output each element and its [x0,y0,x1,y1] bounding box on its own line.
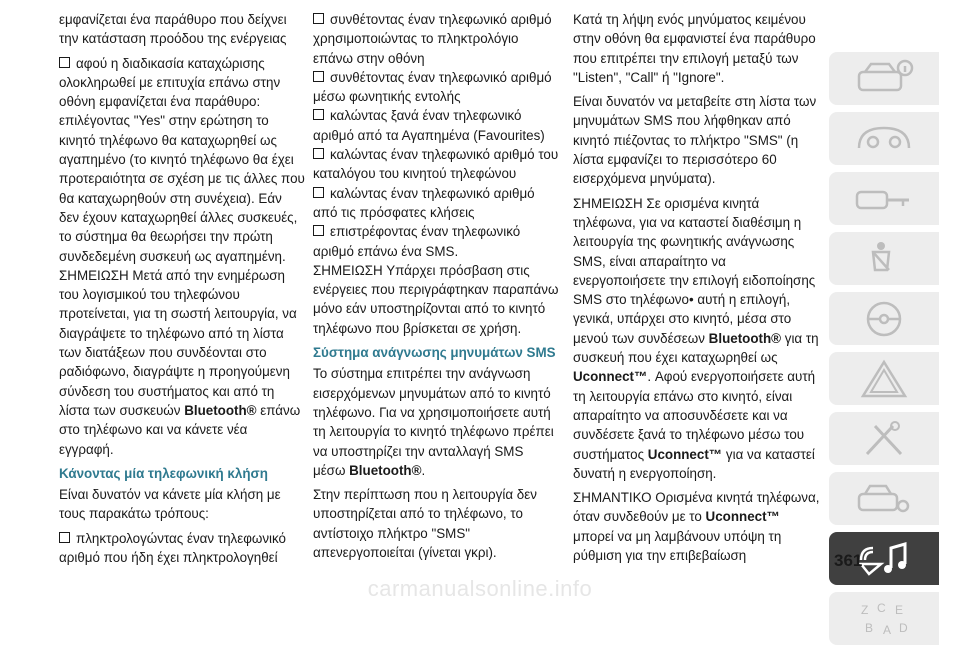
list-item: συνθέτοντας έναν τηλεφωνικό αριθμό μέσω φωνητικής εντολής [313,69,552,105]
steering-wheel-icon [851,298,917,340]
checkbox-bullet-icon [313,71,324,82]
tab-emergency[interactable] [829,352,939,405]
page-number: 361 [834,551,863,570]
watermark-footer: carmanualsonline.info [367,576,593,601]
tab-maintenance[interactable] [829,412,939,465]
paragraph: Στην περίπτωση που η λειτουργία δεν υποστηρίζεται από το τηλέφωνο, το αντίστοιχο πλήκτρο "SMS" απενεργοποιείται (γίνεται γκρι). [313,487,537,561]
paragraph: Κατά τη λήψη ενός μηνύματος κειμένου στην οθόνη θα εμφανιστεί ένα παράθυρο που επιτρέπει την επιλογή μεταξύ των "Listen", "Call" ή "Ignore". [573,12,816,85]
svg-text:E: E [895,602,904,617]
tab-car-info[interactable] [829,52,939,105]
text-column-1 [59,10,305,567]
paragraph: εμφανίζεται ένα παράθυρο που δείχνει την κατάσταση προόδου της ενέργειας [59,12,287,47]
tools-icon [851,418,917,460]
list-item: συνθέτοντας έναν τηλεφωνικό αριθμό χρησιμοποιώντας το πληκτρολόγιο επάνω στην οθόνη [313,12,552,66]
list-item: πληκτρολογώντας έναν τηλεφωνικό αριθμό που ήδη έχει πληκτρολογηθεί [59,530,286,566]
tab-safety[interactable] [829,232,939,285]
checkbox-bullet-icon [313,187,324,198]
svg-text:D: D [899,620,908,635]
text-column-2 [313,10,559,567]
paragraph: ΣΗΜΕΙΩΣΗ Υπάρχει πρόσβαση στις ενέργειες που περιγράφτηκαν παραπάνω μόνο εάν υποστηρίζονται από το κινητό τηλέφωνο που βρίσκεται σε χρήση. [313,262,559,336]
tab-keys[interactable] [829,172,939,225]
paragraph: Είναι δυνατόν να μεταβείτε στη λίστα των μηνυμάτων SMS που λήφθηκαν από κινητό πιέζοντας το πλήκτρο "SMS" (η λίστα εμφανίζει το περισσότερο 60 εισερχόμενα μηνύματα). [573,94,817,187]
tab-dashboard[interactable] [829,112,939,165]
tab-driving[interactable] [829,292,939,345]
seatbelt-safety-icon [851,238,917,280]
svg-text:Z: Z [861,602,869,617]
checkbox-bullet-icon [59,532,70,543]
dashboard-icon [851,118,917,160]
text-column-3 [573,10,821,570]
svg-text:C: C [877,600,886,615]
checkbox-bullet-icon [313,225,324,236]
paragraph: ΣΗΜΑΝΤΙΚΟ Ορισμένα κινητά τηλέφωνα, όταν συνδεθούν με το Uconnect™ μπορεί να μη λαμβάνουν υπόψη τη ρύθμιση για την επιβεβαίωση [573,490,820,564]
list-item: καλώντας έναν τηλεφωνικό αριθμό από τις πρόσφατες κλήσεις [313,185,535,220]
checkbox-bullet-icon [313,148,324,159]
checkbox-bullet-icon [313,109,324,120]
paragraph: ΣΗΜΕΙΩΣΗ Μετά από την ενημέρωση του λογισμικού του τηλεφώνου προτείνεται, για τη σωστή λειτουργία, να διαγράψετε το τηλέφωνο από τη λίστα των διατάξεων που συνδέονται στο ραδιόφωνο, διαγράψτε η προηγούμενη σύνδεση του συστήματος και από τη λίστα των συσκευών Bluetooth® επάνω στο τηλέφωνο και να κάνετε νέα εγγραφή. [59,267,301,457]
warning-triangle-icon [851,358,917,400]
car-info-icon [851,58,917,100]
svg-text:A: A [883,622,892,637]
checkbox-bullet-icon [313,13,324,24]
paragraph: ΣΗΜΕΙΩΣΗ Σε ορισμένα κινητά τηλέφωνα, για να καταστεί διαθέσιμη η λειτουργία της φωνητικής ανάγνωσης SMS, είναι απαραίτητο να ενεργοποιήσετε την επιλογή ειδοποίησης SMS στο τηλέφωνο• αυτή η επιλογή, γενικά, υπάρχει στο κινητό, μέσα στο μενού των συνδέσεων Bluetooth® για τη συσκευή που έχει καταχωρηθεί ως Uconnect™. Αφού ενεργοποιήσετε αυτή τη λειτουργία επάνω στο κινητό, είναι απαραίτητο να αποσυνδέσετε και να συνδέσετε ξανά το τηλέφωνο μέσω του συστήματος Uconnect™ για να καταστεί δυνατή η ενεργοποίηση. [573,195,819,481]
svg-text:B: B [865,620,874,635]
tab-specifications[interactable] [829,472,939,525]
list-item: επιστρέφοντας έναν τηλεφωνικό αριθμό επάνω ένα SMS. [313,224,521,259]
list-item: καλώντας ξανά έναν τηλεφωνικό αριθμό από τα Αγαπημένα (Favourites) [313,108,545,143]
list-item: αφού η διαδικασία καταχώρισης ολοκληρωθεί με επιτυχία επάνω στην οθόνη εμφανίζεται ένα παράθυρο: επιλέγοντας "Yes" στην ερώτηση το κινητό τηλέφωνο θα καταχωρηθεί ως αγαπημένο (το κινητό τηλέφωνο θα έχει προτεραιότητα σε σχέση με τις άλλες που θα καταχωρηθούν στη συνέχεια). Εάν δεν έχουν καταχωρηθεί άλλες συσκευές, το σύστημα θα θεωρήσει την πρώτη συνδεδεμένη συσκευή ως αγαπημένη. [59,55,305,264]
list-item: καλώντας έναν τηλεφωνικό αριθμό του καταλόγου του κινητού τηλεφώνου [313,147,559,182]
car-key-icon [851,178,917,220]
section-heading: Σύστημα ανάγνωσης μηνυμάτων SMS [313,345,556,361]
paragraph: Είναι δυνατόν να κάνετε μία κλήση με τους παρακάτω τρόπους: [59,487,281,522]
checkbox-bullet-icon [59,57,70,68]
section-heading: Κάνοντας μία τηλεφωνική κλήση [59,465,268,481]
paragraph: Το σύστημα επιτρέπει την ανάγνωση εισερχόμενων μηνυμάτων από το κινητό τηλέφωνο. Για να χρησιμοποιήσετε αυτή τη λειτουργία το κινητό τηλέφωνο πρέπει να υποστηρίζει την ανταλλαγή SMS μέσω Bluetooth®. [313,366,554,478]
car-specs-icon [851,478,917,520]
